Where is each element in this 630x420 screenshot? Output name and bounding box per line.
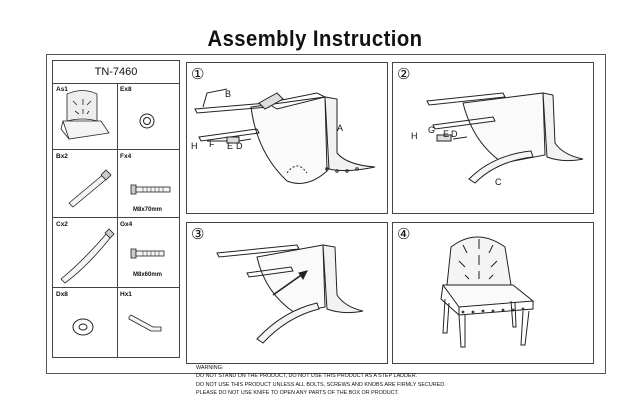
step-2-drawing bbox=[393, 63, 593, 213]
part-label-b: Bx2 bbox=[56, 153, 68, 160]
callout-d: D bbox=[451, 129, 458, 139]
warning-text bbox=[196, 364, 446, 398]
flat-washer-icon bbox=[73, 319, 93, 335]
washer-icon bbox=[140, 114, 154, 128]
step-1-drawing bbox=[187, 63, 387, 213]
part-label-a: As1 bbox=[56, 86, 68, 93]
parts-drawings bbox=[53, 61, 179, 357]
callout-g: G bbox=[428, 125, 436, 135]
warning-line: DO NOT USE THIS PRODUCT UNLESS ALL BOLTS, SCREWS AND KNOBS ARE FIRMLY SECURED. bbox=[196, 381, 446, 388]
step-2-number: ② bbox=[397, 66, 411, 83]
parts-table bbox=[52, 60, 180, 358]
part-label-h: Hx1 bbox=[120, 291, 132, 298]
part-size-g: M8x60mm bbox=[133, 272, 163, 278]
part-label-f: Fx4 bbox=[120, 153, 132, 160]
callout-b: B bbox=[225, 89, 232, 99]
step-4-drawing bbox=[393, 223, 593, 363]
step-3-panel bbox=[186, 222, 388, 364]
rail-c-icon bbox=[61, 229, 114, 283]
model-number: TN-7460 bbox=[94, 66, 138, 78]
step-3-drawing bbox=[187, 223, 387, 363]
page-title: Assembly Instruction bbox=[207, 26, 423, 51]
step-4-panel bbox=[392, 222, 594, 364]
part-label-c: Cx2 bbox=[56, 221, 68, 228]
callout-h: H bbox=[411, 131, 418, 141]
step-1-panel bbox=[186, 62, 388, 214]
callout-h: H bbox=[191, 141, 198, 151]
callout-c: C bbox=[495, 177, 502, 187]
step-3-number: ③ bbox=[191, 226, 205, 243]
part-label-g: Gx4 bbox=[120, 221, 133, 228]
bolt-f-icon bbox=[131, 185, 170, 194]
bolt-g-icon bbox=[131, 249, 164, 258]
callout-e: E bbox=[227, 141, 234, 151]
warning-line: DO NOT STAND ON THE PRODUCT, DO NOT USE THIS PRODUCT AS A STEP LADDER. bbox=[196, 373, 417, 380]
step-1-number: ① bbox=[191, 66, 205, 83]
callout-a: A bbox=[337, 123, 344, 133]
warning-line: PLEASE DO NOT USE KNIFE TO OPEN ANY PARTS OF THE BOX OR PRODUCT. bbox=[196, 390, 399, 397]
callout-e: E bbox=[443, 129, 450, 139]
warning-heading: WARNING: bbox=[196, 365, 224, 371]
part-label-d: Dx8 bbox=[56, 291, 68, 298]
part-size-f: M8x70mm bbox=[133, 207, 163, 213]
callout-d: D bbox=[236, 141, 243, 151]
part-label-e: Ex8 bbox=[120, 86, 132, 93]
rail-b-icon bbox=[69, 170, 111, 207]
callout-f: F bbox=[209, 139, 215, 149]
chair-seat-icon bbox=[61, 91, 109, 140]
step-2-panel bbox=[392, 62, 594, 214]
allen-key-icon bbox=[129, 315, 161, 331]
step-4-number: ④ bbox=[397, 226, 411, 243]
